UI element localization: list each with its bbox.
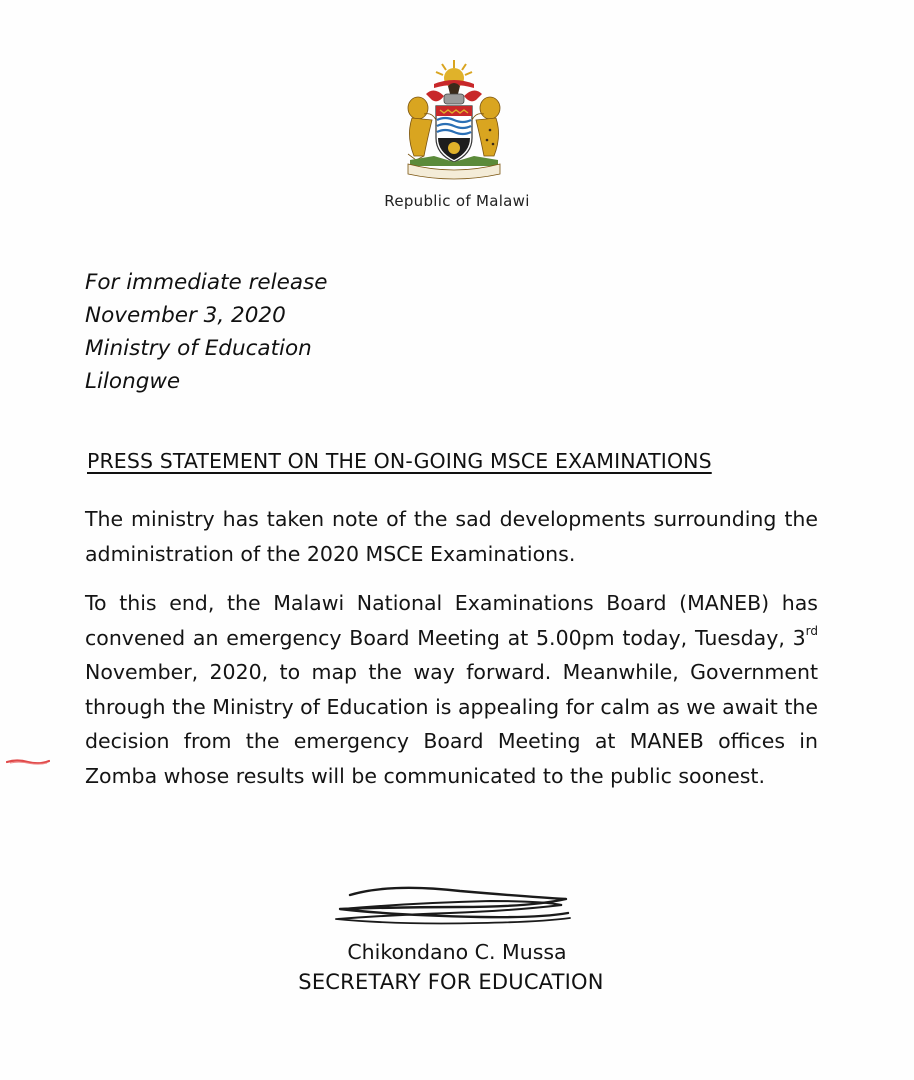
shield: [436, 106, 472, 162]
signature: [330, 885, 575, 930]
statement-title: PRESS STATEMENT ON THE ON-GOING MSCE EXAMINATIONS: [87, 449, 712, 473]
leopard-right: [472, 97, 500, 156]
statement-paragraph-2: [85, 586, 818, 793]
paragraph-2-text-end: November, 2020, to map the way forward. Meanwhile, Government through the Ministry of Education is appealing for calm as we await the decision from the emergency Board Meeting at MANEB offices in Zomba whose results will be communicated to the public soonest.: [85, 660, 818, 788]
country-name: Republic of Malawi: [384, 192, 530, 210]
release-date: November 3, 2020: [85, 303, 286, 328]
signatory-name: Chikondano C. Mussa: [347, 940, 567, 964]
margin-stamp-mark: [6, 758, 50, 766]
release-ministry: Ministry of Education: [85, 336, 312, 361]
release-city: Lilongwe: [85, 369, 181, 394]
motto-scroll: [408, 164, 500, 179]
release-header: [85, 266, 327, 398]
ordinal-suffix: rd: [805, 623, 818, 638]
coat-of-arms-emblem: [394, 56, 514, 184]
lion-left: [408, 97, 436, 160]
release-notice: For immediate release: [85, 270, 328, 295]
paragraph-2-text-start: To this end, the Malawi National Examinations Board (MANEB) has convened an emergency Board Meeting at 5.00pm today, Tuesday, 3: [85, 591, 818, 650]
signatory-title: SECRETARY FOR EDUCATION: [298, 970, 604, 994]
statement-paragraph-1: The ministry has taken note of the sad developments surrounding the administration of the 2020 MSCE Examinations.: [85, 507, 818, 566]
